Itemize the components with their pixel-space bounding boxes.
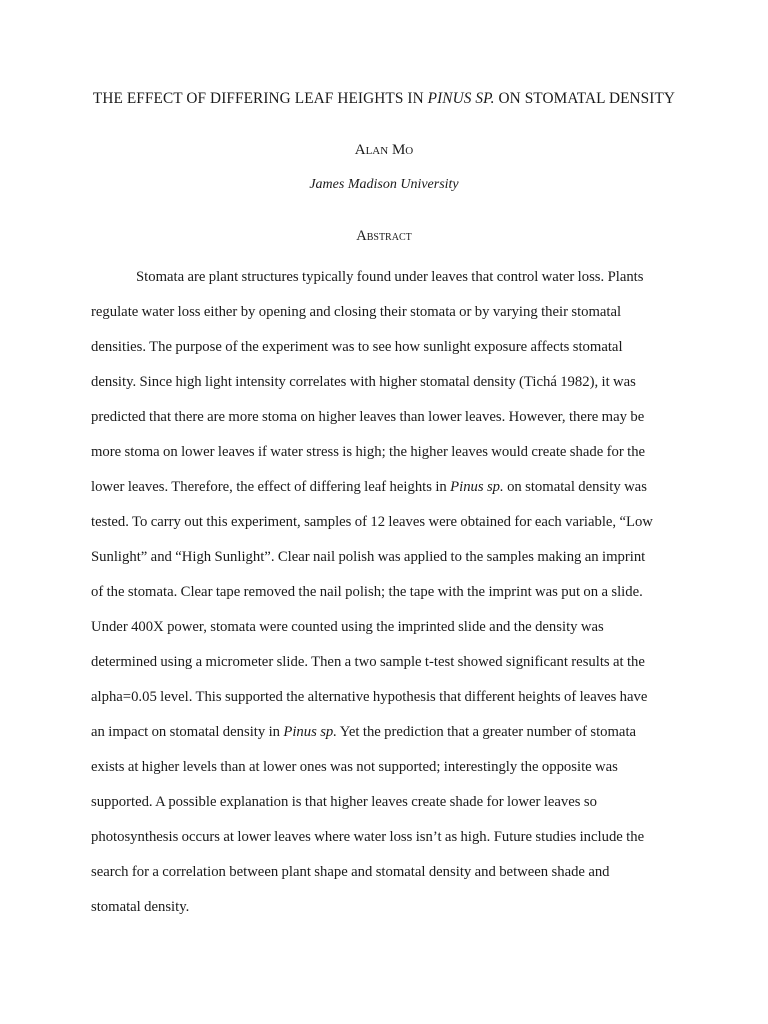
abstract-text: determined using a micrometer slide. Then a two sample t-test showed significant results at the bbox=[91, 654, 645, 670]
abstract-line bbox=[91, 330, 691, 365]
abstract-line bbox=[91, 890, 691, 925]
abstract-text: tested. To carry out this experiment, samples of 12 leaves were obtained for each variable, “Low bbox=[91, 514, 653, 530]
title-text-end: ON STOMATAL DENSITY bbox=[494, 90, 676, 107]
abstract-text: an impact on stomatal density in bbox=[91, 724, 284, 740]
abstract-line bbox=[91, 680, 691, 715]
species-name: Pinus sp. bbox=[450, 479, 504, 495]
title-text: THE EFFECT OF DIFFERING LEAF HEIGHTS IN bbox=[92, 90, 428, 107]
title-species: PINUS SP. bbox=[427, 90, 495, 107]
abstract-line bbox=[91, 400, 691, 435]
abstract-line bbox=[91, 715, 691, 750]
abstract-line bbox=[91, 435, 691, 470]
abstract-text: regulate water loss either by opening and closing their stomata or by varying their stomatal bbox=[91, 304, 622, 320]
abstract-text: Sunlight” and “High Sunlight”. Clear nail polish was applied to the samples making an imprint bbox=[91, 549, 646, 565]
abstract-text: Under 400X power, stomata were counted using the imprinted slide and the density was bbox=[91, 619, 604, 635]
abstract-text: Stomata are plant structures typically found under leaves that control water loss. Plants bbox=[136, 269, 644, 285]
paper-title bbox=[0, 89, 768, 109]
abstract-line bbox=[91, 540, 691, 575]
abstract-line bbox=[91, 610, 691, 645]
abstract-text: more stoma on lower leaves if water stress is high; the higher leaves would create shade for the bbox=[91, 444, 646, 460]
abstract-text: predicted that there are more stoma on higher leaves than lower leaves. However, there may be bbox=[91, 409, 645, 425]
abstract-text: densities. The purpose of the experiment was to see how sunlight exposure affects stomatal bbox=[91, 339, 623, 355]
abstract-text: alpha=0.05 level. This supported the alternative hypothesis that different heights of leaves have bbox=[91, 689, 648, 705]
abstract-line bbox=[91, 505, 691, 540]
abstract-text: exists at higher levels than at lower ones was not supported; interestingly the opposite was bbox=[91, 759, 618, 775]
abstract-line bbox=[91, 575, 691, 610]
abstract-line bbox=[91, 645, 691, 680]
species-name: Pinus sp. bbox=[283, 724, 337, 740]
abstract-line bbox=[91, 820, 691, 855]
abstract-text: search for a correlation between plant shape and stomatal density and between shade and bbox=[91, 864, 610, 880]
abstract-text: photosynthesis occurs at lower leaves where water loss isn’t as high. Future studies include the bbox=[91, 829, 645, 845]
abstract-line bbox=[91, 785, 691, 820]
abstract-line bbox=[91, 855, 691, 890]
abstract-line bbox=[91, 295, 691, 330]
abstract-text: of the stomata. Clear tape removed the nail polish; the tape with the imprint was put on a slide. bbox=[91, 584, 643, 600]
author-name: Alan Mo bbox=[354, 142, 414, 158]
author-affiliation: James Madison University bbox=[309, 177, 459, 192]
abstract-text: on stomatal density was bbox=[503, 479, 647, 495]
abstract-text: density. Since high light intensity correlates with higher stomatal density (Tichá 1982), it was bbox=[91, 374, 636, 390]
abstract-body bbox=[91, 260, 691, 925]
abstract-line bbox=[91, 470, 691, 505]
abstract-line bbox=[91, 750, 691, 785]
abstract-text: supported. A possible explanation is that higher leaves create shade for lower leaves so bbox=[91, 794, 597, 810]
abstract-text: stomatal density. bbox=[91, 899, 190, 915]
abstract-text: lower leaves. Therefore, the effect of differing leaf heights in bbox=[91, 479, 451, 495]
abstract-text: Yet the prediction that a greater number of stomata bbox=[336, 724, 637, 740]
section-heading: Abstract bbox=[356, 228, 412, 244]
abstract-line bbox=[91, 260, 691, 295]
abstract-line bbox=[91, 365, 691, 400]
